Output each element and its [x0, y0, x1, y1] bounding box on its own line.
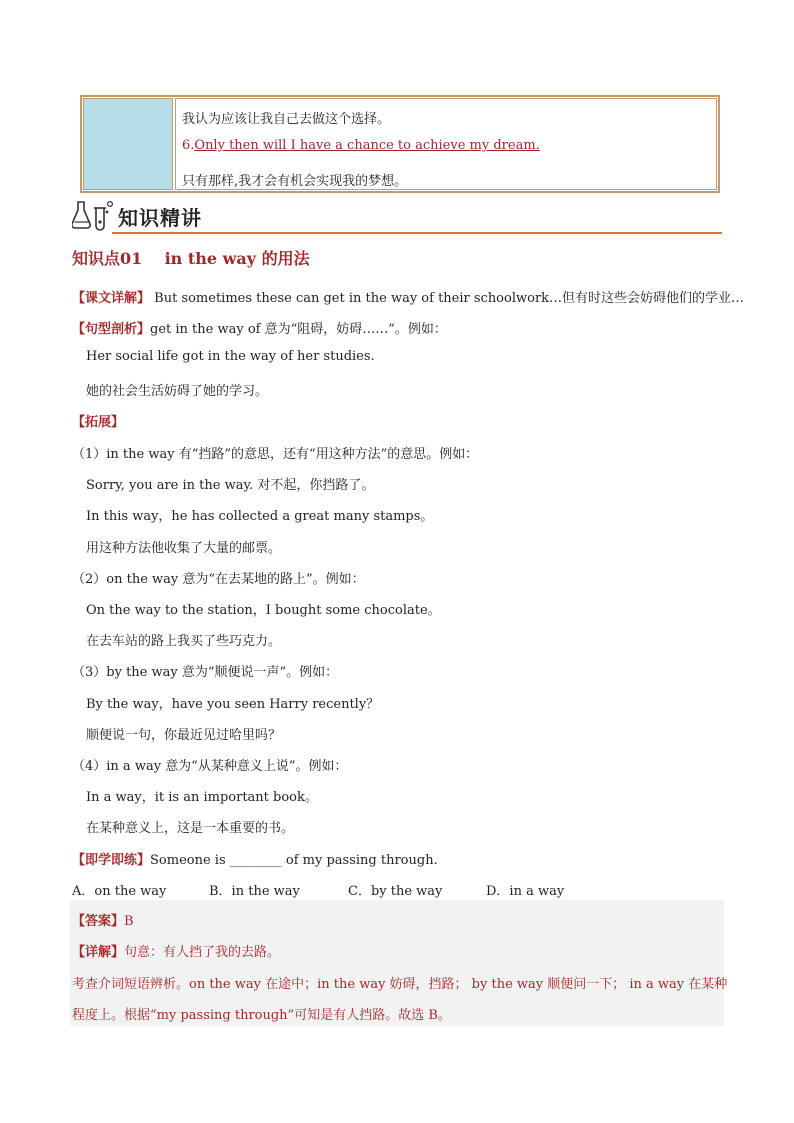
tag-pattern: 【句型剖析】 [72, 322, 151, 337]
pattern-example-cn: 她的社会生活妨碍了她的学习。 [86, 384, 269, 399]
table-label-cell [83, 98, 173, 190]
text-explain-line [72, 287, 744, 306]
english-sentence: Only then will I have a chance to achieve my dream. [194, 138, 540, 153]
item-number: 6. [182, 138, 195, 153]
practice-question [72, 849, 438, 868]
section-title: 知识精讲 [118, 206, 202, 230]
option-b: B．in the way [209, 884, 300, 899]
detail-line-2: 考查介词短语辨析。on the way 在途中；in the way 妨碍，挡路； by the way 顺便问一下； in a way 在某种 [72, 977, 728, 992]
text-explain-content: But sometimes these can get in the way of their schoolwork…但有时这些会妨碍他们的学业… [154, 291, 745, 306]
flask-icon [72, 198, 114, 232]
extension-head-4: （4）in a way 意为“从某种意义上说”。例如： [72, 759, 348, 774]
translation-table [80, 95, 720, 193]
extension-line: 用这种方法他收集了大量的邮票。 [86, 541, 282, 556]
extension-head-2: （2）on the way 意为“在去某地的路上”。例如： [72, 572, 365, 587]
kp-label: 知识点01 [72, 249, 143, 268]
extension-line: In this way，he has collected a great many stamps。 [86, 509, 434, 524]
section-divider [112, 232, 722, 234]
option-d: D．in a way [486, 884, 565, 899]
extension-line: Sorry, you are in the way. 对不起，你挡路了。 [86, 478, 375, 493]
extension-head-1: （1）in the way 有“挡路”的意思，还有“用这种方法”的意思。例如： [72, 447, 479, 462]
detail-line-3: 程度上。根据“my passing through”可知是有人挡路。故选 B。 [72, 1008, 451, 1023]
detail-line-1 [72, 941, 280, 960]
option-a: A．on the way [72, 884, 167, 899]
answer-line [72, 910, 134, 929]
table-row-chinese-1: 我认为应该让我自己去做这个选择。 [182, 112, 391, 127]
practice-question-text: Someone is ________ of my passing through. [150, 853, 438, 868]
detail-text-1: 句意：有人挡了我的去路。 [124, 945, 281, 960]
tag-answer: 【答案】 [72, 914, 125, 929]
kp-suffix: 的用法 [261, 249, 310, 268]
pattern-line [72, 318, 447, 337]
knowledge-point-title [72, 246, 310, 269]
kp-phrase: in the way [164, 249, 257, 268]
pattern-content: get in the way of 意为“阻碍，妨碍……”。例如： [150, 322, 447, 337]
extension-line: 在某种意义上，这是一本重要的书。 [86, 821, 295, 836]
section-header [72, 196, 722, 236]
pattern-example-en: Her social life got in the way of her studies. [86, 349, 375, 364]
extension-line: In a way，it is an important book。 [86, 790, 318, 805]
extension-head-3: （3）by the way 意为“顺便说一声”。例如： [72, 665, 339, 680]
table-content-cell [175, 98, 717, 190]
tag-detail: 【详解】 [72, 945, 125, 960]
table-row-chinese-2: 只有那样,我才会有机会实现我的梦想。 [182, 174, 408, 189]
extension-line: By the way，have you seen Harry recently？ [86, 697, 380, 712]
extension-line: 顺便说一句，你最近见过哈里吗？ [86, 728, 282, 743]
tag-text-explain: 【课文详解】 [72, 291, 151, 306]
table-row-english [182, 138, 540, 153]
extension-line: 在去车站的路上我买了些巧克力。 [86, 634, 282, 649]
extension-line: On the way to the station，I bought some chocolate。 [86, 603, 441, 618]
tag-practice: 【即学即练】 [72, 853, 151, 868]
tag-extension: 【拓展】 [72, 415, 125, 430]
answer-value: B [124, 914, 134, 929]
option-c: C．by the way [348, 884, 443, 899]
